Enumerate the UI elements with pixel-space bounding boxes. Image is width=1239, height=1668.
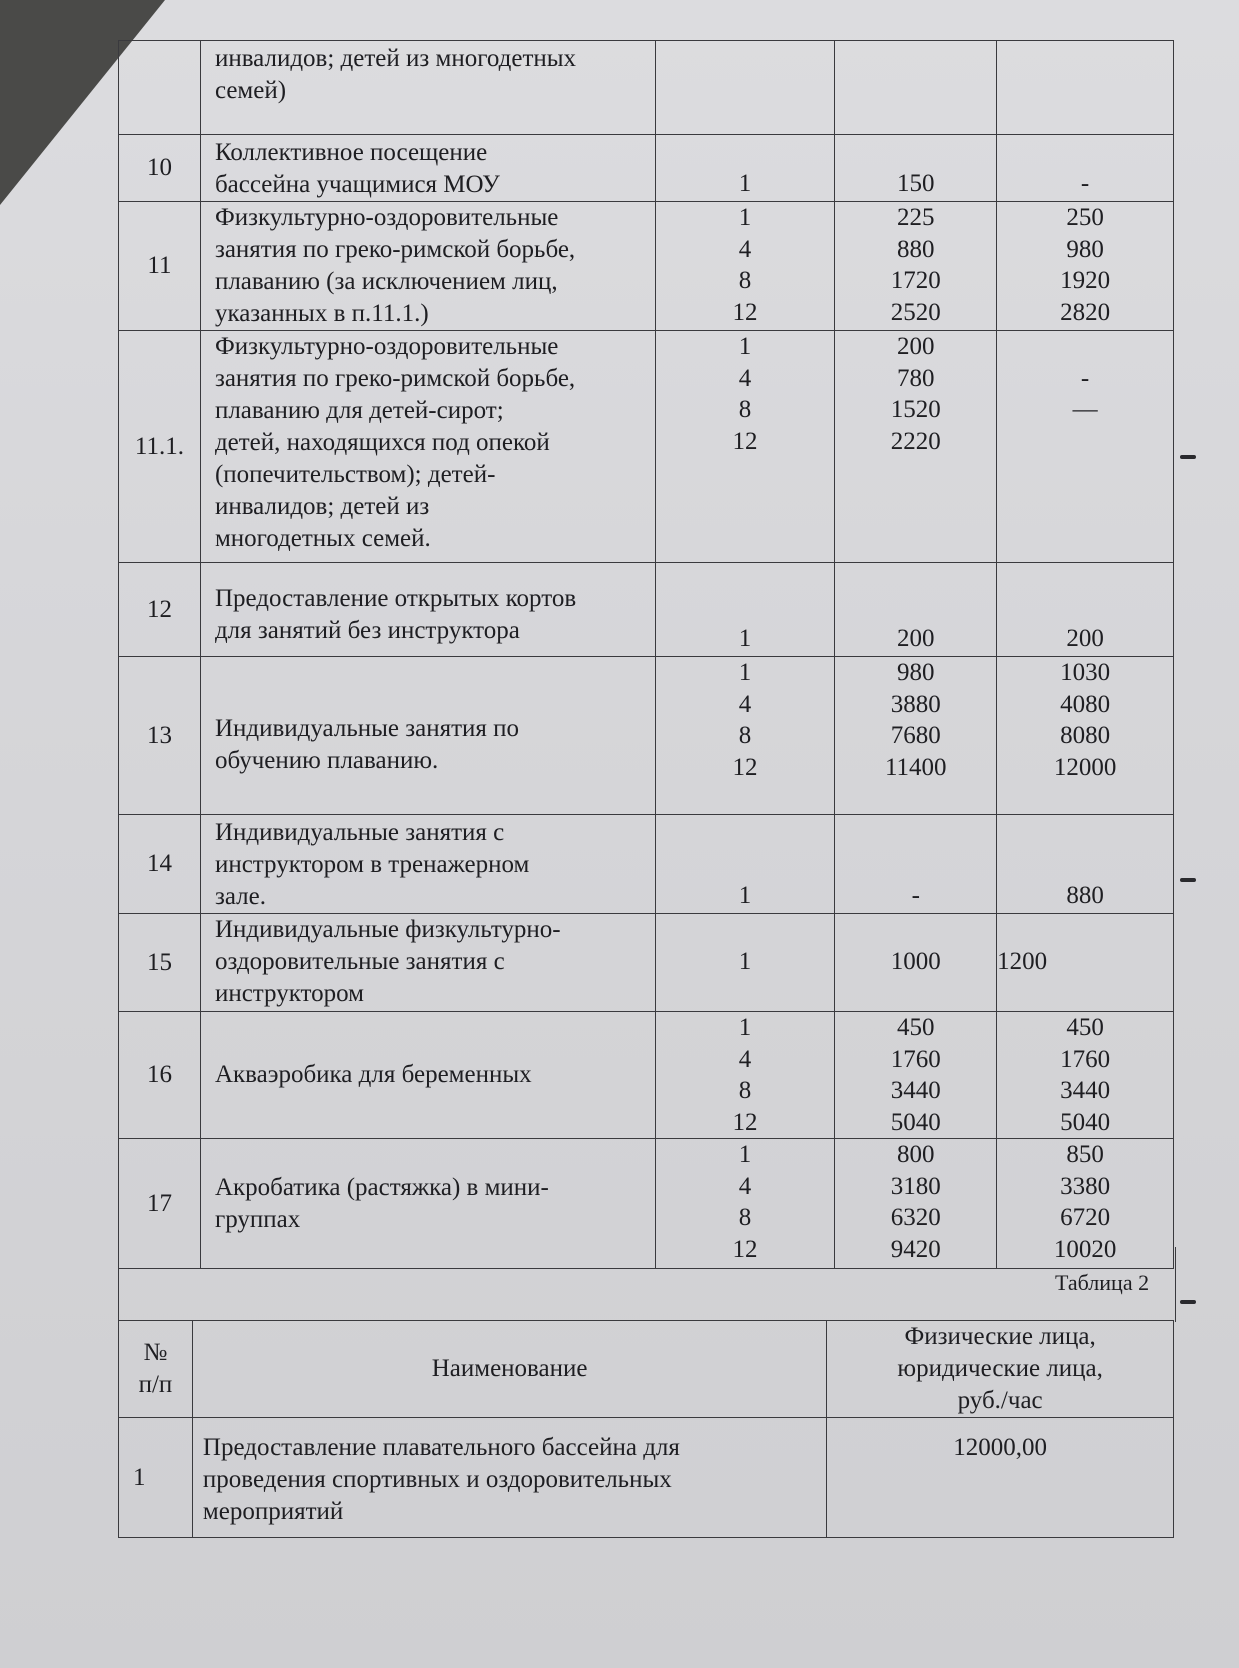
row-name-line: занятия по греко-римской борьбе, — [214, 236, 576, 263]
row-sessions — [655, 815, 835, 914]
header-price-line: юридические лица, — [897, 1355, 1103, 1382]
row-name — [200, 1012, 655, 1139]
row-name-line: проведения спортивных и оздоровительных — [202, 1466, 672, 1493]
row-col2 — [997, 202, 1174, 331]
row-col1 — [835, 914, 997, 1012]
row-number: 11 — [119, 202, 201, 331]
row-name-line: обучению плаванию. — [214, 746, 439, 774]
row-col1-value: - — [911, 881, 920, 909]
row-name-line: группах — [214, 1205, 301, 1233]
row-col1-value: 150 — [896, 169, 935, 197]
row-number: 17 — [119, 1139, 201, 1269]
row-col2 — [997, 657, 1174, 815]
header-price — [827, 1321, 1174, 1418]
row-col2-value: 10020 — [1053, 1235, 1117, 1263]
row-number: 15 — [119, 914, 201, 1012]
row-col1-value: 800 — [896, 1141, 935, 1168]
row-col2-value: 6720 — [1060, 1204, 1111, 1231]
row-name — [200, 331, 655, 563]
row-name — [200, 563, 655, 657]
row-col1 — [835, 1012, 997, 1139]
header-number — [119, 1321, 193, 1418]
row-col2-value: 1920 — [1060, 267, 1111, 294]
row-sessions-value: 8 — [738, 1204, 752, 1231]
row-col1 — [835, 41, 997, 135]
row-name — [200, 914, 655, 1012]
row-sessions-value: 8 — [738, 1077, 752, 1104]
row-col1-value: 1520 — [890, 396, 941, 423]
row-col1-value: 200 — [896, 624, 935, 652]
row-name-line: Коллективное посещение — [214, 139, 488, 166]
row-sessions-value: 4 — [738, 690, 752, 718]
row-name-line: Предоставление открытых кортов — [214, 584, 577, 612]
price-table-1 — [118, 40, 1174, 1269]
row-col2-value: 12000 — [1053, 753, 1117, 781]
row-col1 — [835, 331, 997, 563]
row-name — [200, 202, 655, 331]
row-col2-value: 1200 — [997, 947, 1048, 975]
row-sessions — [655, 135, 835, 202]
caption-frame — [118, 1247, 1176, 1322]
price-table-2 — [118, 1320, 1174, 1538]
row-name-line: плаванию для детей-сирот; — [214, 397, 504, 424]
row-sessions — [655, 1012, 835, 1139]
row-col2-value: 1030 — [1060, 659, 1111, 686]
row-col2-value: 980 — [1066, 235, 1104, 263]
row-name-line: семей) — [214, 77, 287, 104]
row-col2 — [997, 41, 1174, 135]
row-sessions-value: 4 — [738, 235, 752, 263]
row-col1-value: 3440 — [890, 1077, 941, 1104]
row-col1 — [835, 135, 997, 202]
table-row — [119, 41, 1174, 135]
row-sessions-value: 1 — [738, 1014, 752, 1041]
row-name-line: детей, находящихся под опекой — [214, 429, 550, 456]
row-name-line: Физкультурно-оздоровительные — [214, 204, 559, 231]
row-col1-value: 450 — [896, 1014, 935, 1041]
row-col1-value: 9420 — [890, 1235, 941, 1263]
row-col1-value: 11400 — [884, 753, 947, 781]
row-sessions-value: 1 — [738, 1141, 752, 1168]
row-name — [192, 1418, 826, 1538]
row-sessions — [655, 331, 835, 563]
row-col1 — [835, 563, 997, 657]
table-row — [119, 331, 1174, 563]
row-col1-value: 980 — [896, 659, 935, 686]
row-name-line: Акробатика (растяжка) в мини- — [214, 1173, 549, 1201]
row-col2 — [997, 331, 1174, 563]
row-name-line: инструктором — [214, 980, 364, 1007]
row-sessions-value: 8 — [738, 267, 752, 294]
row-number: 10 — [119, 135, 201, 202]
header-number-line: № — [143, 1339, 168, 1366]
row-sessions-value: 8 — [738, 396, 752, 423]
row-number: 14 — [119, 815, 201, 914]
row-col2-value: - — [1080, 169, 1090, 197]
table-row — [119, 563, 1174, 657]
row-sessions-value: 8 — [738, 722, 752, 749]
row-col2-value: 3440 — [1060, 1077, 1111, 1104]
row-col2-value: 2820 — [1060, 298, 1111, 326]
row-col2-value: 4080 — [1060, 690, 1111, 718]
row-number: 11.1. — [119, 331, 201, 563]
row-col2-value: 850 — [1066, 1141, 1104, 1168]
header-number-line: п/п — [138, 1371, 173, 1398]
row-sessions-value: 12 — [732, 753, 758, 781]
row-price: 12000,00 — [827, 1418, 1174, 1538]
row-number: 1 — [119, 1418, 193, 1538]
header-price-line: Физические лица, — [904, 1323, 1096, 1350]
row-col1-value: 1720 — [890, 267, 941, 294]
row-name-line: многодетных семей. — [214, 525, 431, 552]
row-name — [200, 41, 655, 135]
row-name-line: Физкультурно-оздоровительные — [214, 333, 559, 360]
table-header-row — [119, 1321, 1174, 1418]
row-sessions-value: 1 — [738, 947, 752, 975]
row-sessions-value: 1 — [738, 333, 752, 360]
row-col2-value: 5040 — [1060, 1108, 1111, 1136]
row-col1 — [835, 202, 997, 331]
row-col1-value: 2520 — [890, 298, 941, 326]
row-number: 12 — [119, 563, 201, 657]
row-number: 16 — [119, 1012, 201, 1139]
row-col2 — [997, 135, 1174, 202]
row-sessions-value: 12 — [732, 298, 758, 326]
row-col1-value: 5040 — [890, 1108, 941, 1136]
row-sessions — [655, 202, 835, 331]
row-col2-value: 200 — [1066, 624, 1104, 652]
table-row — [119, 1418, 1174, 1538]
row-name-line: бассейна учащимися МОУ — [214, 171, 500, 198]
row-name-line: инвалидов; детей из — [214, 493, 430, 520]
row-name — [200, 657, 655, 815]
row-name-line: плаванию (за исключением лиц, — [214, 268, 558, 295]
row-col1-value: 200 — [896, 333, 935, 360]
row-sessions-value: 1 — [738, 881, 752, 909]
row-col1-value: 6320 — [890, 1204, 941, 1231]
row-sessions-value: 4 — [738, 1045, 752, 1073]
row-sessions-value: 1 — [738, 204, 752, 231]
row-name-line: мероприятий — [202, 1498, 344, 1525]
row-col1-value: 3180 — [890, 1172, 941, 1200]
row-col2-value: 880 — [1066, 881, 1104, 909]
row-name-line: указанных в п.11.1.) — [214, 300, 429, 327]
row-name-line: инструктором в тренажерном — [214, 851, 530, 878]
row-name-line: (попечительством); детей- — [214, 461, 496, 488]
row-col1-value: 3880 — [890, 690, 941, 718]
table-row — [119, 202, 1174, 331]
row-number — [119, 41, 201, 135]
header-name: Наименование — [192, 1321, 826, 1418]
row-name-line: Индивидуальные физкультурно- — [214, 916, 561, 943]
row-sessions — [655, 657, 835, 815]
row-name-line: для занятий без инструктора — [214, 616, 520, 644]
row-sessions-value: 1 — [738, 659, 752, 686]
row-col1-value: 880 — [896, 235, 935, 263]
row-sessions-value: 1 — [738, 624, 752, 652]
row-name — [200, 815, 655, 914]
table-row — [119, 914, 1174, 1012]
row-name-line: зале. — [214, 883, 266, 910]
row-name-line: Акваэробика для беременных — [214, 1061, 532, 1088]
row-name-line: занятия по греко-римской борьбе, — [214, 365, 576, 392]
row-col2 — [997, 1012, 1174, 1139]
row-sessions-value: 12 — [732, 1108, 758, 1136]
row-col2 — [997, 815, 1174, 914]
row-sessions-value: 12 — [732, 1235, 758, 1263]
row-col2-value: — — [1072, 396, 1098, 423]
row-col1-value: 780 — [896, 364, 935, 392]
table-row — [119, 657, 1174, 815]
row-name-line: инвалидов; детей из многодетных — [214, 45, 577, 72]
row-sessions-value: 4 — [738, 364, 752, 392]
row-col2-value: 3380 — [1060, 1172, 1111, 1200]
row-number: 13 — [119, 657, 201, 815]
row-col2-value: 450 — [1066, 1014, 1104, 1041]
row-col2 — [997, 914, 1174, 1012]
row-col2-value: 1760 — [1060, 1045, 1111, 1073]
row-name-line: Индивидуальные занятия по — [214, 714, 520, 742]
row-sessions — [655, 563, 835, 657]
row-col2 — [997, 563, 1174, 657]
row-name-line: Предоставление плавательного бассейна для — [202, 1434, 680, 1461]
row-col2-value: 250 — [1066, 204, 1104, 231]
row-col1 — [835, 657, 997, 815]
row-col1-value: 7680 — [890, 722, 941, 749]
table-row — [119, 135, 1174, 202]
margin-mark — [1180, 455, 1196, 459]
margin-mark — [1180, 878, 1196, 882]
table-caption: Таблица 2 — [1055, 1270, 1150, 1295]
row-col1-value: 1760 — [890, 1045, 941, 1073]
row-col2-value: 8080 — [1060, 722, 1111, 749]
row-col1-value: 225 — [896, 204, 935, 231]
row-name — [200, 135, 655, 202]
row-sessions-value: 12 — [732, 427, 758, 455]
table-row — [119, 1012, 1174, 1139]
margin-mark — [1180, 1300, 1196, 1304]
row-col1 — [835, 815, 997, 914]
header-price-line: руб./час — [957, 1387, 1043, 1414]
row-col2-value — [997, 331, 1173, 363]
row-col1-value: 1000 — [890, 947, 941, 975]
row-name-line: Индивидуальные занятия с — [214, 819, 505, 846]
row-col2-value: - — [1080, 364, 1090, 392]
row-sessions-value: 1 — [738, 169, 752, 197]
row-sessions — [655, 41, 835, 135]
row-sessions — [655, 914, 835, 1012]
row-sessions-value: 4 — [738, 1172, 752, 1200]
row-name-line: оздоровительные занятия с — [214, 948, 505, 975]
table-row — [119, 815, 1174, 914]
row-col1-value: 2220 — [890, 427, 941, 455]
